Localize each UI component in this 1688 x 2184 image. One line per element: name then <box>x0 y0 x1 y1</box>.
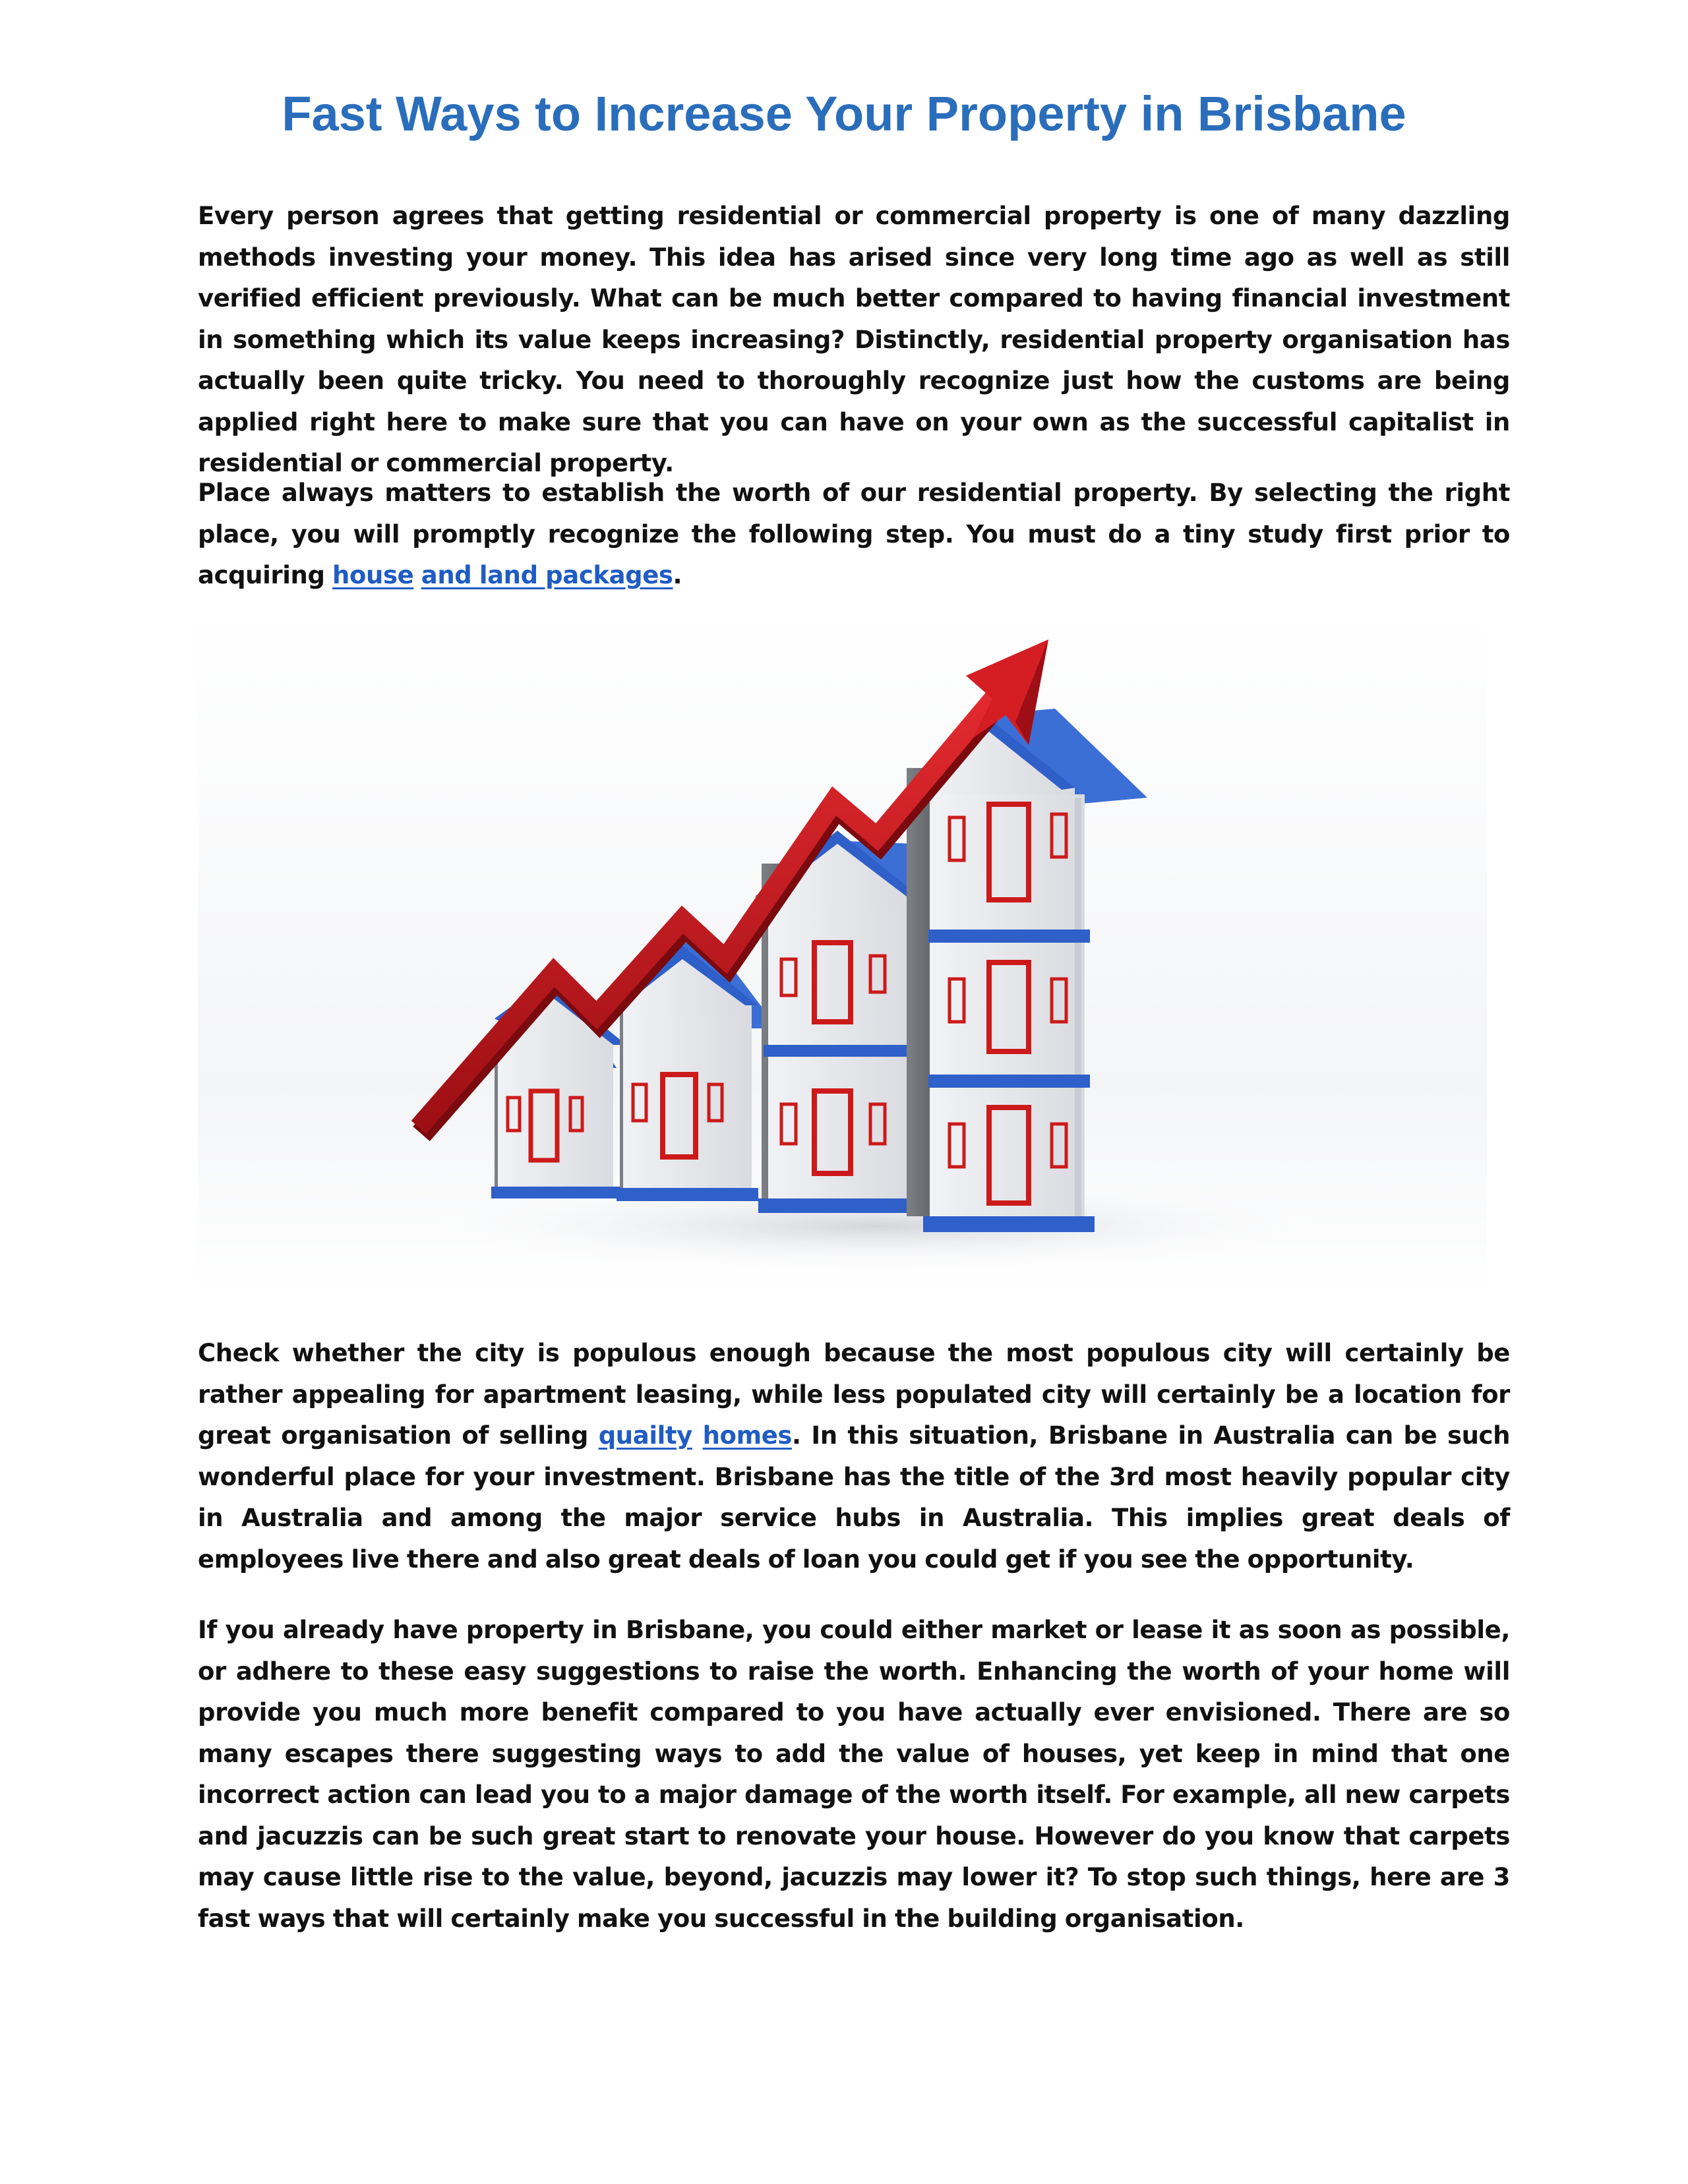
paragraph-location-end: . <box>673 561 682 589</box>
link-homes[interactable]: homes <box>702 1421 793 1450</box>
paragraph-location <box>198 473 1510 597</box>
paragraph-population <box>198 1333 1510 1580</box>
link-quailty[interactable]: quailty <box>598 1421 692 1450</box>
houses-rising-arrow-icon <box>198 606 1487 1292</box>
link-house[interactable]: house <box>332 561 414 589</box>
paragraph-population-text: Check whether the city is populous enough because the most populous city will certainly be rather appealing for apartment leasing, while less populated city will certainly be a location for great organisation of selling <box>198 1339 1510 1450</box>
paragraph-location-text: Place always matters to establish the worth of our residential property. By selecting the right place, you will promptly recognize the following step. You must do a tiny study first prior to acquiring <box>198 479 1510 589</box>
paragraph-existing-property: If you already have property in Brisbane, you could either market or lease it as soon as possible, or adhere to these easy suggestions to raise the worth. Enhancing the worth of your home will provide you much more benefit compared to you have actually ever envisioned. There are so many escapes there suggesting ways to add the value of houses, yet keep in mind that one incorrect action can lead you to a major damage of the worth itself. For example, all new carpets and jacuzzis can be such great start to renovate your house. However do you know that carpets may cause little rise to the value, beyond, jacuzzis may lower it? To stop such things, here are 3 fast ways that will certainly make you successful in the building organisation. <box>198 1616 1510 1933</box>
paragraph-population-end: . In this situation, Brisbane in Australia can be such wonderful place for your investment. Brisbane has the title of the 3rd most heavily popular city in Australia and among the major service hubs in Australia. This implies great deals of employees live there and also great deals of loan you could get if you see the opportunity. <box>198 1421 1511 1574</box>
paragraph-intro: Every person agrees that getting residential or commercial property is one of many dazzling methods investing your money. This idea has arised since very long time ago as well as still verified efficient previously. What can be much better compared to having financial investment in something which its value keeps increasing? Distinctly, residential property organisation has actually been quite tricky. You need to thoroughly recognize just how the customs are being applied right here to make sure that you can have on your own as the successful capitalist in residential or commercial property. <box>198 202 1510 477</box>
page-title: Fast Ways to Increase Your Property in Brisbane <box>282 86 1406 141</box>
link-land-packages[interactable]: and land packages <box>421 561 673 589</box>
